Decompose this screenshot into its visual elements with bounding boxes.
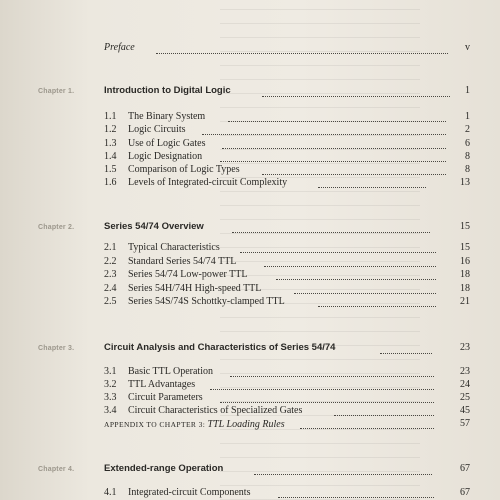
section-page: 18 — [460, 269, 470, 280]
section-page: 1 — [465, 111, 470, 122]
section-number: 2.2 — [104, 256, 117, 267]
section-number: 1.3 — [104, 138, 117, 149]
section-title: Circuit Parameters — [128, 392, 203, 403]
leader-dots — [230, 376, 434, 377]
section-page: 6 — [465, 138, 470, 149]
leader-dots — [278, 497, 434, 498]
section-page: 13 — [460, 177, 470, 188]
section-page: 67 — [460, 487, 470, 498]
chapter-3-page: 23 — [460, 342, 470, 353]
chapter-4-page: 67 — [460, 463, 470, 474]
leader-dots — [202, 134, 446, 135]
chapter-1-page: 1 — [465, 85, 470, 96]
leader-dots — [262, 96, 450, 97]
preface-page: v — [465, 42, 470, 53]
section-title: Circuit Characteristics of Specialized Gates — [128, 405, 303, 416]
leader-dots — [380, 353, 432, 354]
section-number: 3.4 — [104, 405, 117, 416]
section-number: 1.6 — [104, 177, 117, 188]
section-number: 3.1 — [104, 366, 117, 377]
section-number: 1.4 — [104, 151, 117, 162]
leader-dots — [254, 474, 432, 475]
leader-dots — [262, 174, 446, 175]
section-number: 4.1 — [104, 487, 117, 498]
section-number: 2.4 — [104, 283, 117, 294]
chapter-2-page: 15 — [460, 221, 470, 232]
section-number: 2.3 — [104, 269, 117, 280]
section-number: 1.2 — [104, 124, 117, 135]
section-title: The Binary System — [128, 111, 206, 122]
section-page: 25 — [460, 392, 470, 403]
appendix-entry — [104, 419, 285, 430]
leader-dots — [276, 279, 436, 280]
leader-dots — [210, 389, 434, 390]
section-title: Basic TTL Operation — [128, 366, 213, 377]
leader-dots — [232, 232, 430, 233]
leader-dots — [228, 121, 446, 122]
appendix-prefix: APPENDIX TO CHAPTER 3: — [104, 420, 206, 429]
leader-dots — [294, 293, 436, 294]
section-title: Series 54S/74S Schottky-clamped TTL — [128, 296, 285, 307]
section-page: 24 — [460, 379, 470, 390]
leader-dots — [334, 415, 434, 416]
section-page: 16 — [460, 256, 470, 267]
chapter-1-label: Chapter 1. — [38, 88, 75, 95]
section-page: 2 — [465, 124, 470, 135]
section-title: Logic Designation — [128, 151, 203, 162]
section-page: 23 — [460, 366, 470, 377]
section-title: Use of Logic Gates — [128, 138, 206, 149]
section-title: Series 54/74 Low-power TTL — [128, 269, 248, 280]
leader-dots — [240, 252, 436, 253]
leader-dots — [220, 161, 446, 162]
section-page: 18 — [460, 283, 470, 294]
chapter-2-title: Series 54/74 Overview — [104, 221, 204, 232]
section-title: Standard Series 54/74 TTL — [128, 256, 237, 267]
section-number: 2.1 — [104, 242, 117, 253]
section-title: TTL Advantages — [128, 379, 196, 390]
appendix-title: TTL Loading Rules — [207, 419, 285, 430]
section-page: 45 — [460, 405, 470, 416]
leader-dots — [222, 148, 446, 149]
section-number: 2.5 — [104, 296, 117, 307]
section-number: 3.3 — [104, 392, 117, 403]
section-page: 21 — [460, 296, 470, 307]
chapter-4-title: Extended-range Operation — [104, 463, 224, 474]
section-title: Integrated-circuit Components — [128, 487, 251, 498]
leader-dots — [318, 306, 436, 307]
section-title: Typical Characteristics — [128, 242, 220, 253]
chapter-1-title: Introduction to Digital Logic — [104, 85, 231, 96]
appendix-page: 57 — [460, 418, 470, 429]
leader-dots — [156, 53, 448, 54]
section-page: 8 — [465, 151, 470, 162]
chapter-3-label: Chapter 3. — [38, 345, 75, 352]
chapter-4-label: Chapter 4. — [38, 466, 75, 473]
preface-title: Preface — [104, 42, 135, 53]
section-title: Levels of Integrated-circuit Complexity — [128, 177, 288, 188]
section-title: Comparison of Logic Types — [128, 164, 240, 175]
section-number: 1.1 — [104, 111, 117, 122]
leader-dots — [318, 187, 426, 188]
leader-dots — [220, 402, 434, 403]
section-number: 1.5 — [104, 164, 117, 175]
leader-dots — [264, 266, 436, 267]
leader-dots — [300, 428, 434, 429]
chapter-3-title: Circuit Analysis and Characteristics of Series 54/74 — [104, 342, 336, 353]
section-page: 15 — [460, 242, 470, 253]
section-number: 3.2 — [104, 379, 117, 390]
section-title: Logic Circuits — [128, 124, 186, 135]
section-title: Series 54H/74H High-speed TTL — [128, 283, 262, 294]
chapter-2-label: Chapter 2. — [38, 224, 75, 231]
section-page: 8 — [465, 164, 470, 175]
